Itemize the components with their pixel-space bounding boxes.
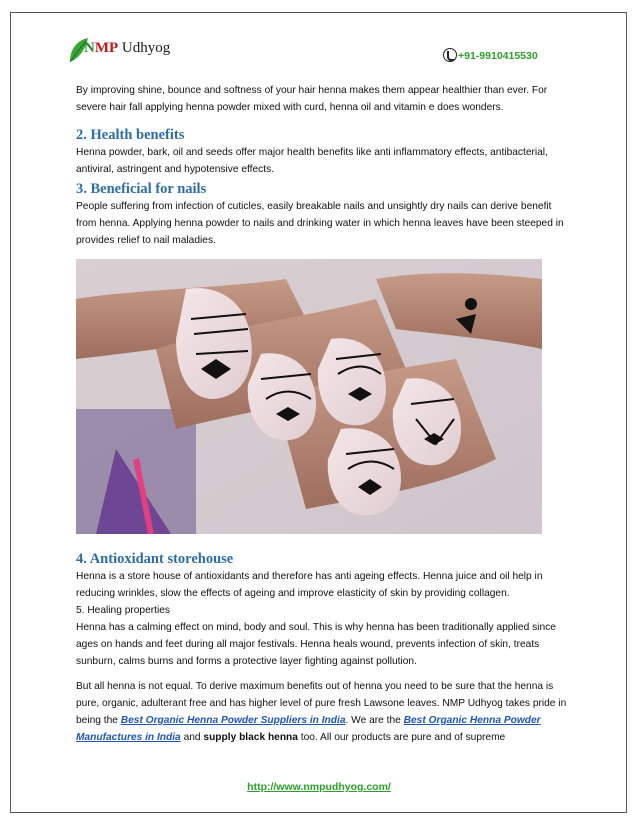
closing-text-2: . We are the [345,715,404,726]
logo-word-udhyog: Udhyog [118,40,171,56]
section-heading-nails: 3. Beneficial for nails [76,181,207,197]
section-text-health: Henna powder, bark, oil and seeds offer major health benefits like anti inflammatory effects, antibacterial, antiviral, astringent and hypotensive effects. [76,147,548,175]
logo-letter-n: N [84,40,95,56]
phone-number: +91-9910415530 [458,50,538,62]
closing-text-4: too. All our products are pure and of supreme [297,732,506,743]
document-body [76,82,572,746]
footer-website-link[interactable]: http://www.nmpudhyog.com/ [247,781,391,793]
phone-contact [443,48,538,64]
nails-illustration [76,259,542,534]
organic-henna-suppliers-link[interactable]: Best Organic Henna Powder Suppliers in India [120,715,346,726]
section-text-antioxidant: Henna is a store house of antioxidants and therefore has anti ageing effects. Henna juice and oil help in reducing wrinkles, slow the effects of ageing and improve elasticity of skin by providing collagen. [76,571,543,599]
closing-text-1: But all henna is not equal. To derive maximum benefits out of henna you need to be sure that the henna is pure, organic, adulterant free and has higher level of pure fresh Lawsone leaves. NMP Udhyog takes pride in being the [76,681,567,726]
section-heading-health: 2. Health benefits [76,127,185,143]
closing-text-3: and [180,732,204,743]
section-text-healing: Henna has a calming effect on mind, body and soul. This is why henna has been traditionally applied since ages on hands and feet during all major festivals. Henna heals wound, prevents infection of skin, treats sunburn, calms burns and forms a protective layer fighting against pollution. [76,622,556,667]
closing-paragraph [76,678,572,746]
supply-black-henna-text: supply black henna [203,732,298,743]
section-text-nails: People suffering from infection of cuticles, easily breakable nails and unsightly dry nails can derive benefit from henna. Applying henna powder to nails and drinking water in which henna leaves have been steeped in provides relief to nail maladies. [76,201,564,246]
henna-nails-photo [76,259,542,534]
section-heading-antioxidant: 4. Antioxidant storehouse [76,551,234,567]
section-heading-healing: 5. Healing properties [76,605,171,616]
logo-text [84,40,170,57]
intro-paragraph: By improving shine, bounce and softness of your hair henna makes them appear healthier than ever. For severe hair fall applying henna powder mixed with curd, henna oil and vitamin e does wonders. [76,85,548,113]
logo-letters-mp: MP [94,40,119,56]
company-logo [66,36,196,66]
organic-henna-manufacturers-link[interactable]: Best Organic Henna Powder Manufactures in India [76,715,541,743]
phone-icon [443,48,457,62]
